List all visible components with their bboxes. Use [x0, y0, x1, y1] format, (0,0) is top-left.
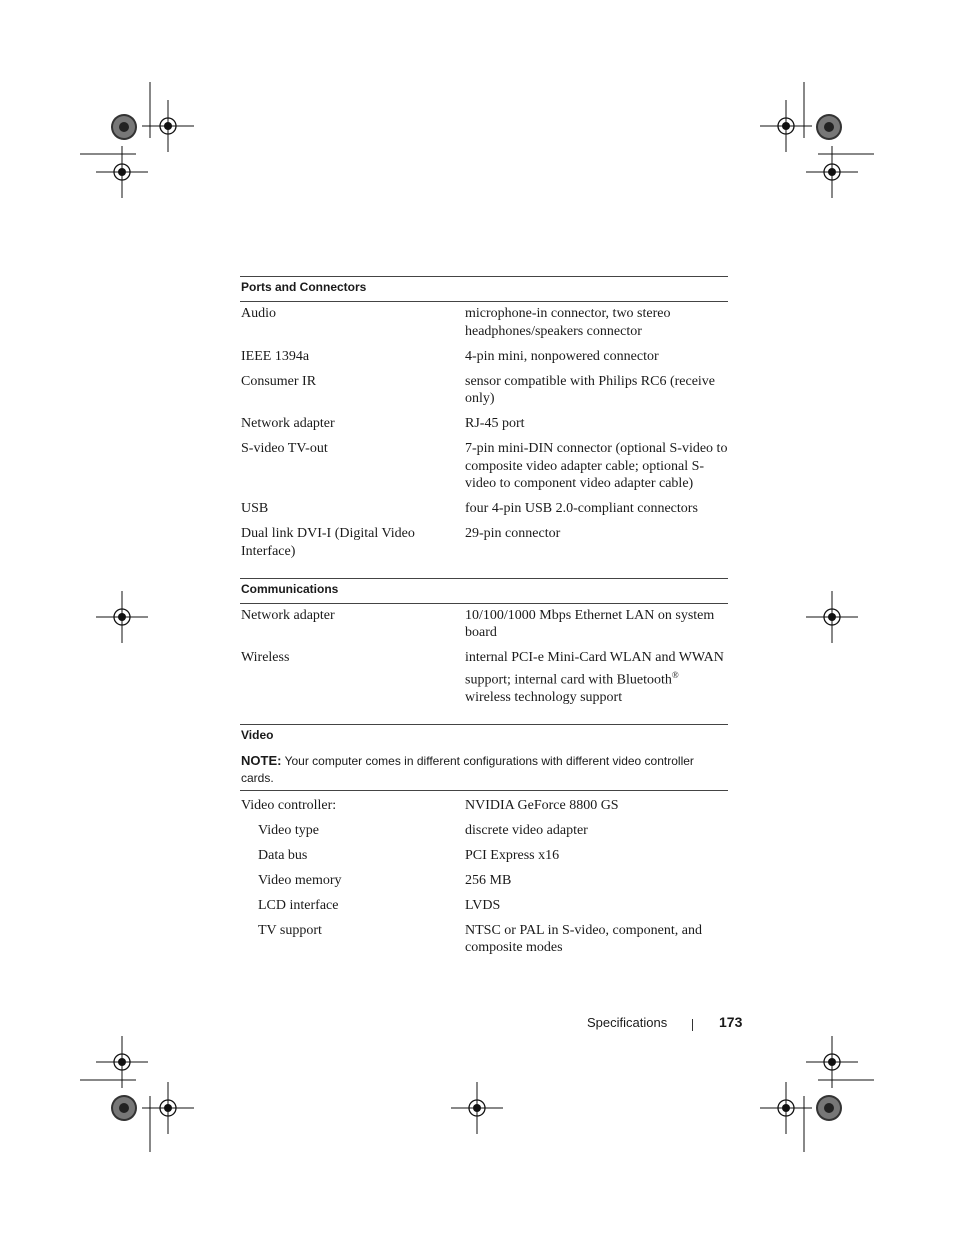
table-row — [240, 373, 728, 408]
table-row — [240, 440, 728, 493]
row-label: Network adapter — [241, 416, 335, 431]
row-label: USB — [241, 501, 269, 516]
row-label: Network adapter — [241, 607, 335, 623]
table-row — [240, 897, 728, 915]
row-value: RJ-45 port — [465, 416, 525, 431]
spec-tables — [240, 276, 728, 974]
section-communications — [240, 578, 728, 724]
table-row — [240, 649, 728, 706]
row-value: 29-pin connector — [465, 526, 561, 541]
registered-mark: ® — [671, 669, 679, 680]
row-value: four 4-pin USB 2.0-compliant connectors — [465, 501, 698, 516]
row-label: TV support — [258, 922, 322, 938]
row-value: LVDS — [465, 897, 501, 913]
section-ports-and-connectors — [240, 276, 728, 578]
row-label: Data bus — [258, 847, 308, 863]
note-box — [240, 749, 728, 791]
value-text: wireless technology support — [465, 689, 623, 705]
row-value: 7-pin mini-DIN connector (optional S-video to composite video adapter cable; optional S-video to component video adapter cable) — [465, 441, 728, 491]
row-value: discrete video adapter — [465, 822, 588, 838]
table-row — [240, 872, 728, 890]
row-label: Video controller: — [241, 797, 337, 813]
row-label: Audio — [241, 306, 276, 321]
page-number: 173 — [719, 1014, 743, 1030]
table-row — [240, 922, 728, 957]
row-label: Video type — [258, 822, 319, 838]
row-label: S-video TV-out — [241, 441, 328, 456]
section-heading: Communications — [240, 578, 728, 604]
note-label: NOTE: — [241, 752, 282, 768]
table-row — [240, 525, 728, 560]
row-label: LCD interface — [258, 897, 339, 913]
table-row — [240, 415, 728, 433]
row-label: Video memory — [258, 872, 342, 888]
table-row — [240, 847, 728, 865]
table-row — [240, 305, 728, 340]
table-row — [240, 607, 728, 642]
section-heading: Video — [240, 724, 728, 749]
table-row — [240, 348, 728, 366]
row-value: NTSC or PAL in S-video, component, and composite modes — [465, 922, 702, 956]
row-value: NVIDIA GeForce 8800 GS — [465, 797, 619, 813]
table-row — [240, 797, 728, 815]
value-text: internal PCI-e Mini-Card WLAN and WWAN support; internal card with Bluetooth — [465, 650, 724, 688]
row-value: sensor compatible with Philips RC6 (receive only) — [465, 373, 716, 406]
row-value: 256 MB — [465, 872, 512, 888]
row-value: microphone-in connector, two stereo headphones/speakers connector — [465, 306, 671, 339]
row-label: Dual link DVI-I (Digital Video Interface) — [241, 526, 415, 559]
note-text: Your computer comes in different configurations with different video controller cards. — [241, 753, 694, 785]
section-heading: Ports and Connectors — [240, 276, 728, 302]
footer-section-name: Specifications — [587, 1015, 668, 1030]
table-row — [240, 500, 728, 518]
table-row — [240, 822, 728, 840]
row-value: PCI Express x16 — [465, 847, 560, 863]
row-value: 10/100/1000 Mbps Ethernet LAN on system board — [465, 607, 715, 640]
footer-divider — [692, 1019, 693, 1031]
section-video — [240, 724, 728, 975]
row-label: Consumer IR — [241, 373, 317, 389]
row-value: 4-pin mini, nonpowered connector — [465, 348, 659, 364]
row-value — [465, 649, 728, 706]
row-label: Wireless — [241, 650, 290, 665]
row-label: IEEE 1394a — [241, 348, 310, 364]
